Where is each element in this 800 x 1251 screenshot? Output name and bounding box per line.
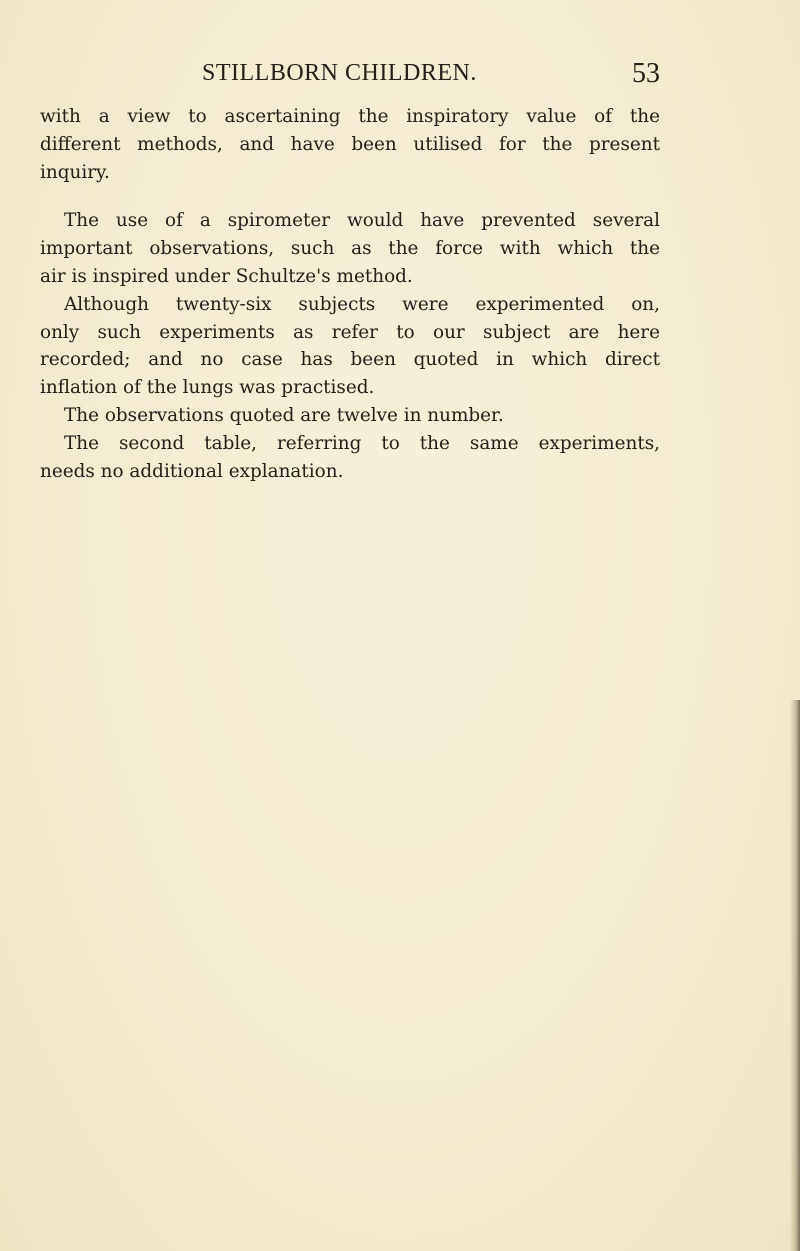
paragraph-1 xyxy=(40,103,660,186)
running-head: STILLBORN CHILDREN. xyxy=(202,60,477,86)
body-text xyxy=(40,103,660,485)
text-line: different methods, and have been utilised for the present xyxy=(40,133,660,155)
paragraph-spacer xyxy=(40,186,660,207)
paragraph-3 xyxy=(40,291,660,402)
page-header xyxy=(40,60,660,94)
page-edge-shadow xyxy=(790,700,800,1251)
text-line: air is inspired under Schultze's method. xyxy=(40,265,413,287)
text-line: only such experiments as refer to our subject are here xyxy=(40,321,660,343)
text-line: inflation of the lungs was practised. xyxy=(40,377,375,399)
text-line: The use of a spirometer would have prevented several xyxy=(64,210,660,232)
paragraph-4 xyxy=(40,402,660,430)
text-line: The observations quoted are twelve in number. xyxy=(64,404,504,426)
text-line: inquiry. xyxy=(40,161,110,183)
paragraph-5 xyxy=(40,430,660,486)
page-number: 53 xyxy=(632,58,660,89)
paragraph-2 xyxy=(40,207,660,290)
text-line: with a view to ascertaining the inspiratory value of the xyxy=(40,106,660,127)
text-line: needs no additional explanation. xyxy=(40,460,344,482)
text-line: important observations, such as the force with which the xyxy=(40,238,660,260)
text-line: Although twenty-six subjects were experimented on, xyxy=(64,293,660,315)
text-line: The second table, referring to the same experiments, xyxy=(64,432,660,454)
text-line: recorded; and no case has been quoted in which direct xyxy=(40,349,660,371)
